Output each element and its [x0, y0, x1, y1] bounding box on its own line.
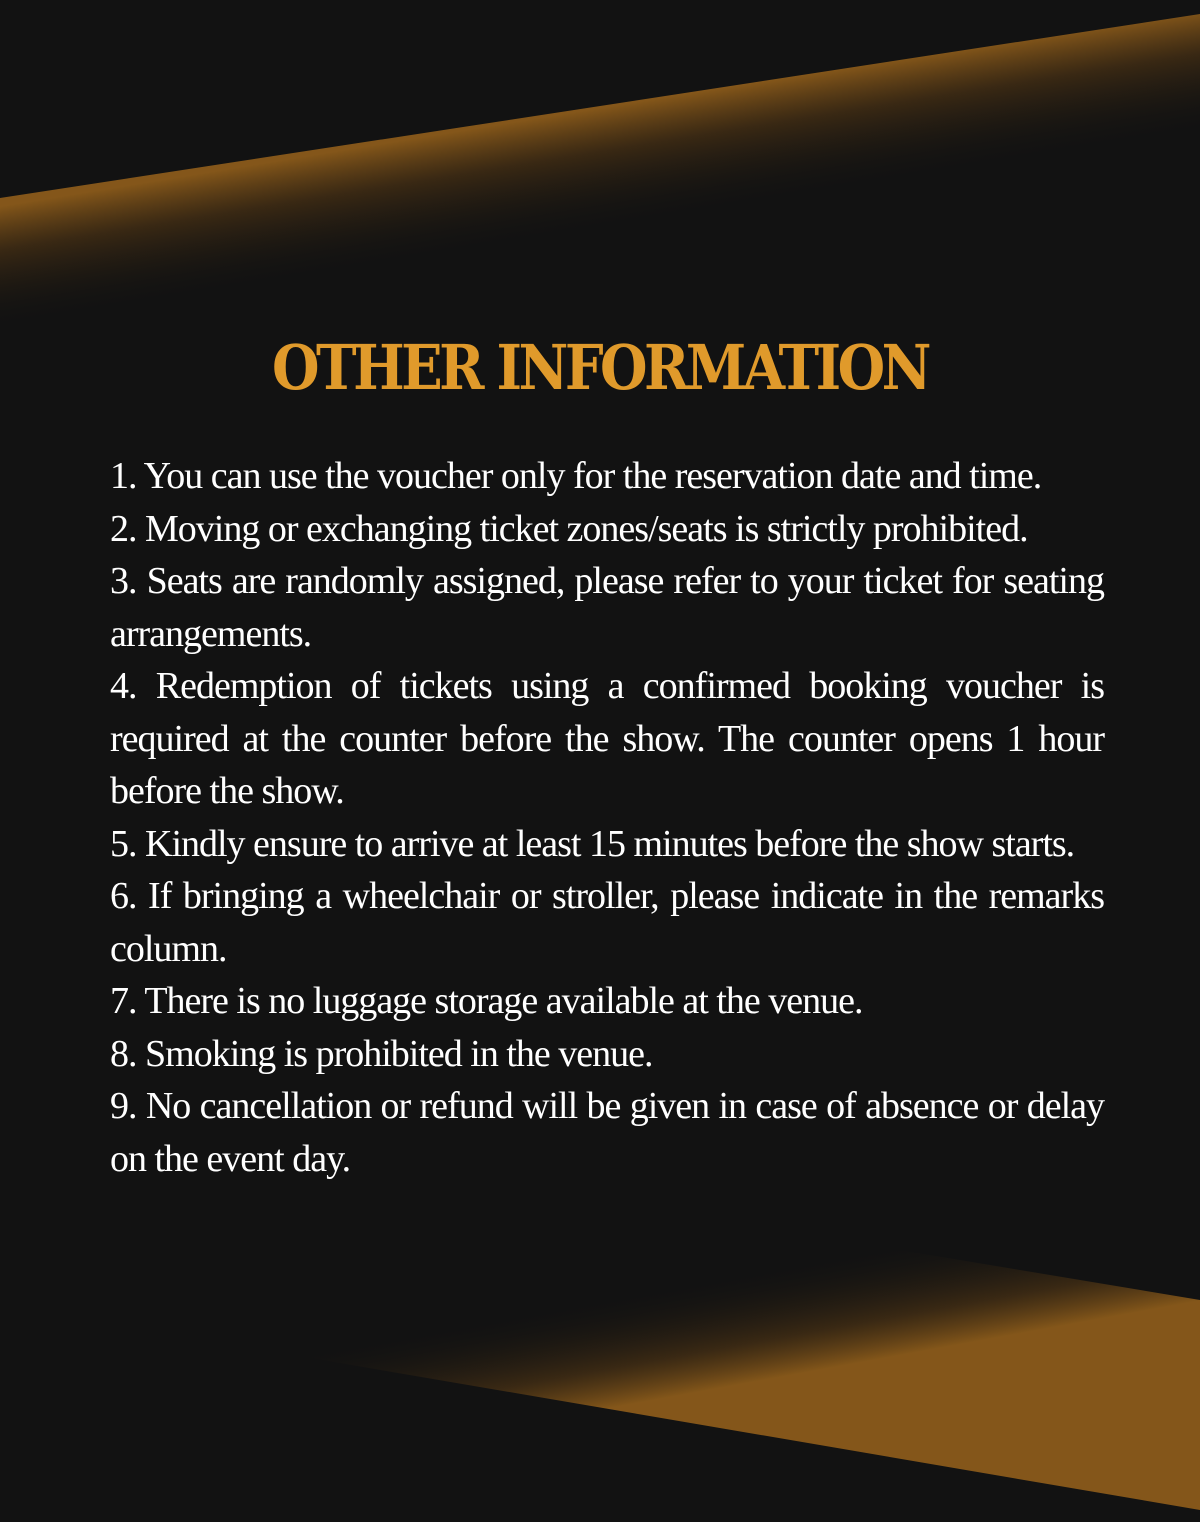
info-list: [110, 450, 1104, 1185]
list-item: 4. Redemption of tickets using a confirmed booking voucher is required at the counter before the show. The counter opens 1 hour before the show.: [110, 665, 1104, 812]
list-item: 9. No cancellation or refund will be given in case of absence or delay on the event day.: [110, 1085, 1104, 1180]
list-item: 3. Seats are randomly assigned, please refer to your ticket for seating arrangements.: [110, 560, 1104, 655]
list-item: 2. Moving or exchanging ticket zones/seats is strictly prohibited.: [110, 507, 1028, 550]
list-item: 1. You can use the voucher only for the reservation date and time.: [110, 455, 1042, 497]
list-item: 6. If bringing a wheelchair or stroller, please indicate in the remarks column.: [110, 875, 1104, 970]
page-title: OTHER INFORMATION: [271, 331, 929, 404]
list-item: 7. There is no luggage storage available at the venue.: [110, 980, 863, 1022]
list-item: 8. Smoking is prohibited in the venue.: [110, 1032, 653, 1075]
list-item: 5. Kindly ensure to arrive at least 15 minutes before the show starts.: [110, 822, 1075, 865]
